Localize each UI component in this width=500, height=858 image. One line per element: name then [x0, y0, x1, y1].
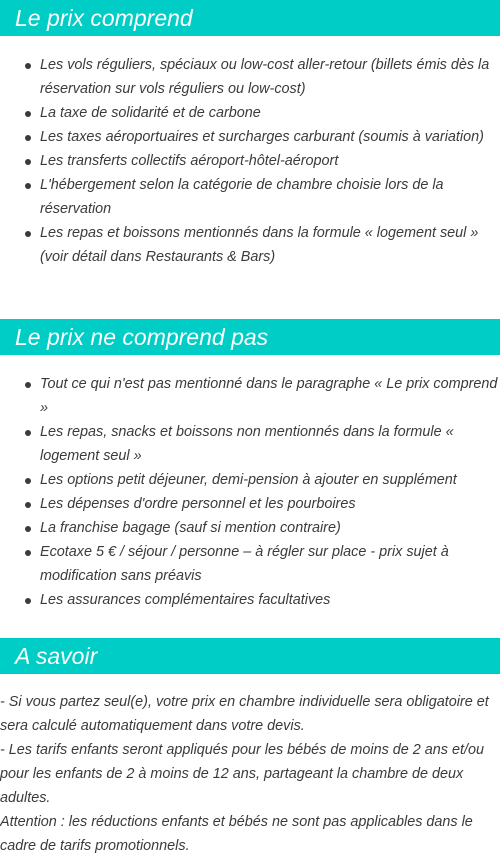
list-item: L'hébergement selon la catégorie de chambre choisie lors de la réservation — [0, 173, 500, 221]
list-item: Les repas et boissons mentionnés dans la formule « logement seul » (voir détail dans Restaurants & Bars) — [0, 221, 500, 269]
paragraph: - Si vous partez seul(e), votre prix en chambre individuelle sera obligatoire et sera calculé automatiquement dans votre devis. — [0, 694, 489, 734]
included-list — [0, 53, 500, 269]
list-item: Tout ce qui n'est pas mentionné dans le paragraphe « Le prix comprend » — [0, 372, 500, 420]
list-item: Les transferts collectifs aéroport-hôtel-aéroport — [0, 149, 500, 173]
list-item: Les taxes aéroportuaires et surcharges carburant (soumis à variation) — [0, 125, 500, 149]
list-item: Les assurances complémentaires facultatives — [0, 588, 500, 612]
paragraph: - Les tarifs enfants seront appliqués pour les bébés de moins de 2 ans et/ou pour les enfants de 2 à moins de 12 ans, partageant la chambre de deux adultes. — [0, 742, 484, 806]
section-title-to-know: A savoir — [15, 643, 98, 669]
paragraph: Attention : les réductions enfants et bébés ne sont pas applicables dans le cadre de tarifs promotionnels. — [0, 814, 473, 854]
section-header-not-included — [0, 319, 500, 355]
section-header-to-know — [0, 638, 500, 674]
list-item: Ecotaxe 5 € / séjour / personne – à régler sur place - prix sujet à modification sans préavis — [0, 540, 500, 588]
list-item: La taxe de solidarité et de carbone — [0, 101, 500, 125]
list-item: Les dépenses d'ordre personnel et les pourboires — [0, 492, 500, 516]
to-know-text — [0, 690, 500, 858]
list-item: La franchise bagage (sauf si mention contraire) — [0, 516, 500, 540]
list-item: Les repas, snacks et boissons non mentionnés dans la formule « logement seul » — [0, 420, 500, 468]
section-header-included — [0, 0, 500, 36]
list-item: Les options petit déjeuner, demi-pension à ajouter en supplément — [0, 468, 500, 492]
list-item: Les vols réguliers, spéciaux ou low-cost aller-retour (billets émis dès la réservation sur vols réguliers ou low-cost) — [0, 53, 500, 101]
section-title-included: Le prix comprend — [15, 5, 193, 31]
section-title-not-included: Le prix ne comprend pas — [15, 324, 269, 350]
not-included-list — [0, 372, 500, 612]
